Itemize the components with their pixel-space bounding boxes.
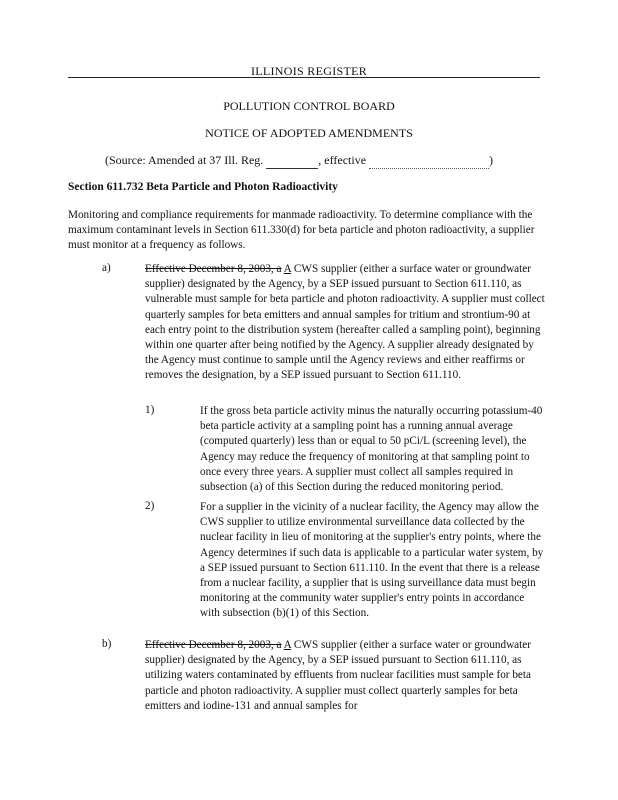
subsection-a-struck: Effective December 8, 2003, a — [145, 263, 282, 275]
subsection-a1-text: If the gross beta particle activity minus the naturally occurring potassium-40 beta particle activity at a sampling point has a running annual average (computed quarterly) less than or equal to 50 pCi/L (screening level), the Agency may reduce the frequency of monitoring at that sampling point to once every three years. A supplier must collect all samples required in subsection (a) of this Section during the reduced monitoring period. — [200, 405, 543, 494]
register-volume-blank — [266, 153, 318, 169]
effective-date-blank — [369, 153, 489, 169]
subsection-b-body: CWS supplier (either a surface water or groundwater supplier) designated by the Agency, by a SEP issued pursuant to Section 611.110, as utilizing waters contaminated by effluents from nuclear facilities must sample for beta particle and photon radioactivity. A supplier must collect quarterly samples for beta emitters and iodine-131 and annual samples for — [145, 639, 531, 712]
section-heading: Section 611.732 Beta Particle and Photon Radioactivity — [68, 181, 338, 193]
source-suffix: ) — [489, 153, 494, 167]
subsection-b-struck: Effective December 8, 2003, a — [145, 639, 282, 651]
subsection-a2-text: For a supplier in the vicinity of a nuclear facility, the Agency may allow the CWS supplier to utilize environmental surveillance data collected by the nuclear facility in lieu of monitoring at the supplier's entry points, where the Agency determines if such data is applicable to a particular water system, by a SEP issued pursuant to Section 611.110. In the event that there is a release from a nuclear facility, a supplier that is using surveillance data must begin monitoring at the community water supplier's entry points in accordance with subsection (b)(1) of this Section. — [200, 501, 544, 620]
subsection-b-text — [145, 638, 545, 714]
source-prefix: (Source: Amended at 37 Ill. Reg. — [105, 153, 264, 167]
subsection-a-body: CWS supplier (either a surface water or groundwater supplier) designated by the Agency, by a SEP issued pursuant to Section 611.110, as vulnerable must sample for beta particle and photon radioactivity. A supplier must collect quarterly samples for beta emitters and annual samples for tritium and strontium-90 at each entry point to the distribution system (hereafter called a sampling point), beginning within one quarter after being notified by the Agency. A supplier already designated by the Agency must continue to sample until the Agency reviews and either reaffirms or removes the designation, by a SEP issued pursuant to Section 611.110. — [145, 263, 545, 382]
subsection-a-inserted: A — [283, 263, 292, 275]
notice-title: NOTICE OF ADOPTED AMENDMENTS — [205, 126, 413, 140]
subsection-a1-label: 1) — [145, 404, 155, 416]
intro-paragraph: Monitoring and compliance requirements for manmade radioactivity. To determine compliance with the maximum contaminant levels in Section 611.330(d) for beta particle and photon radioactivity, a supplier must monitor at a frequency as follows. — [68, 209, 535, 252]
source-note — [105, 153, 493, 169]
header-rule — [68, 77, 540, 78]
subsection-a2-label: 2) — [145, 500, 155, 512]
subsection-a-text — [145, 262, 545, 384]
subsection-b-label: b) — [102, 638, 112, 650]
subsection-a-label: a) — [102, 262, 111, 274]
register-title: ILLINOIS REGISTER — [250, 64, 368, 78]
subsection-b-inserted: A — [283, 639, 292, 651]
source-mid: , effective — [318, 153, 367, 167]
board-name: POLLUTION CONTROL BOARD — [223, 99, 395, 113]
